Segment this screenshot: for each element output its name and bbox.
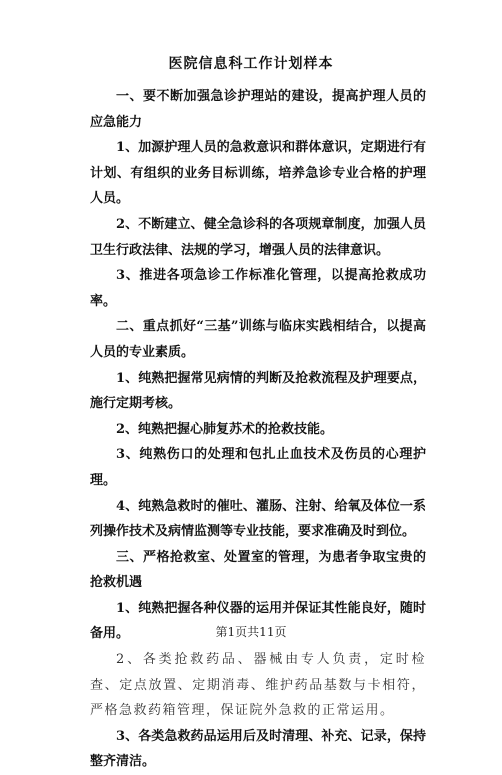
paragraph: 2、各类抢救药品、器械由专人负责，定时检查、定点放置、定期消毒、维护药品基数与卡相符，严格急救药箱管理，保证院外急救的正常运用。 <box>90 652 426 719</box>
paragraph: 2、不断建立、健全急诊科的各项规章制度，加强人员卫生行政法律、法规的学习，增强人员的法律意识。 <box>90 216 426 258</box>
document-body <box>90 84 426 775</box>
section-heading-2: 二、重点抓好“三基”训练与临床实践相结合，以提高人员的专业素质。 <box>90 319 426 360</box>
paragraph: 3、纯熟伤口的处理和包扎止血技术及伤员的心理护理。 <box>90 447 426 488</box>
paragraph: 3、各类急救药品运用后及时清理、补充、记录，保持整齐清洁。 <box>90 728 426 770</box>
section-heading-1: 一、要不断加强急诊护理站的建设，提高护理人员的应急能力 <box>90 89 426 130</box>
paragraph: 2、纯熟把握心肺复苏术的抢救技能。 <box>116 421 334 437</box>
paragraph: 1、纯熟把握常见病情的判断及抢救流程及护理要点，施行定期考核。 <box>90 370 426 412</box>
paragraph: 4、纯熟急救时的催吐、灌肠、注射、给氧及体位一系列操作技术及病情监测等专业技能，要求准确及时到位。 <box>90 498 426 540</box>
section-heading-3: 三、严格抢救室、处置室的管理，为患者争取宝贵的抢救机遇 <box>90 549 426 591</box>
paragraph: 1、加源护理人员的急救意识和群体意识，定期进行有计划、有组织的业务目标训练，培养急诊专业合格的护理人员。 <box>90 140 426 207</box>
paragraph: 1、纯熟把握各种仪器的运用并保证其性能良好，随时备用。 <box>90 600 426 642</box>
document-title: 医院信息科工作计划样本 <box>168 56 334 72</box>
paragraph: 3、推进各项急诊工作标准化管理，以提高抢救成功率。 <box>90 268 426 309</box>
page-number: 第1页共11页 <box>215 625 287 639</box>
